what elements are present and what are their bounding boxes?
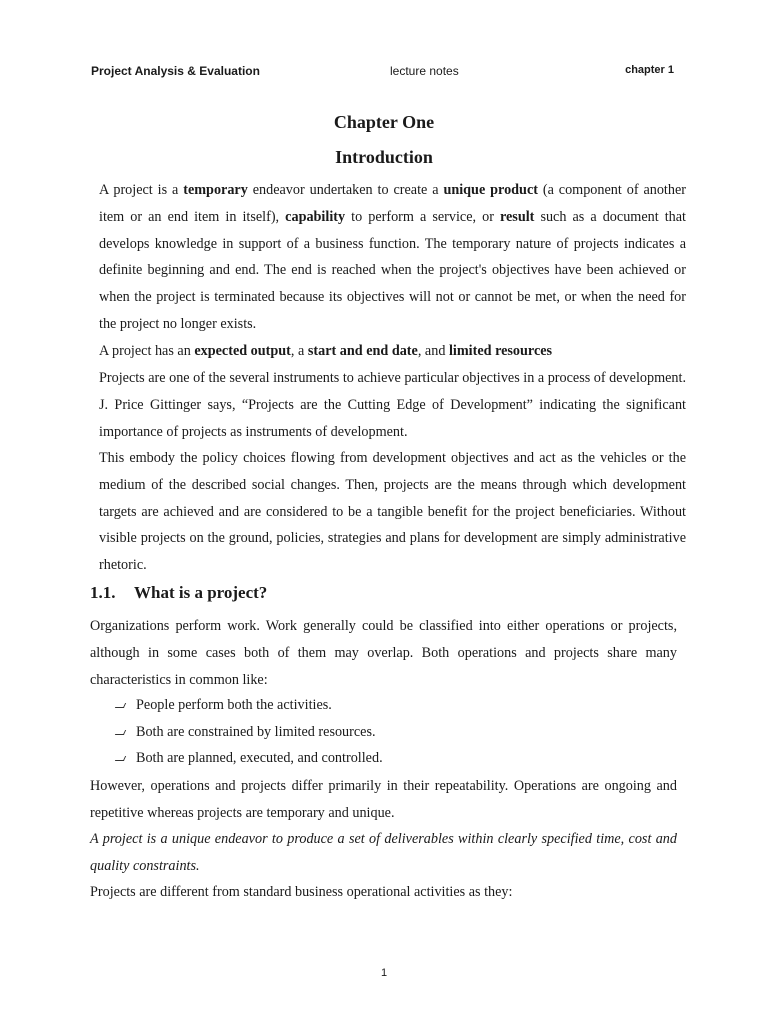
bold-term-limited-resources: limited resources — [448, 343, 553, 359]
intro-paragraph-1 — [90, 177, 686, 338]
check-bullet-icon — [116, 703, 125, 710]
text-run: such as a document that develops knowledge in support of a business function. The temporary nature of projects indicates a definite beginning and end. The end is reached when the project's objectives have been achieved or when the project is terminated because its objectives will not or cannot be met, or when the need for the project no longer exists. — [99, 208, 686, 332]
header-doc-type: lecture notes — [390, 64, 459, 78]
list-item — [116, 719, 383, 746]
running-header — [91, 64, 674, 82]
header-chapter: chapter 1 — [625, 64, 674, 76]
intro-paragraph-4: This embody the policy choices flowing from development objectives and act as the vehicles or the medium of the described social changes. Then, projects are the means through which development targets are achieved and are considered to be a tangible benefit for the project beneficiaries. Without visible projects on the ground, policies, strategies and plans for development are simply administrative rhetoric. — [99, 450, 686, 574]
list-item — [116, 692, 383, 719]
page-number: 1 — [380, 967, 388, 979]
header-course-title: Project Analysis & Evaluation — [91, 64, 260, 78]
section-paragraph-2: However, operations and projects differ primarily in their repeatability. Operations are ongoing and repetitive whereas projects are temporary and unique. — [90, 778, 677, 821]
project-definition: A project is a unique endeavor to produce a set of deliverables within clearly specified time, cost and quality constraints. — [90, 831, 677, 874]
check-bullet-icon — [116, 756, 125, 763]
list-item-text: People perform both the activities. — [136, 697, 332, 713]
text-run: , and — [417, 343, 449, 359]
chapter-subtitle: Introduction — [335, 147, 433, 167]
section-number: 1.1. — [90, 583, 116, 602]
bold-term-start-end-date: start and end date — [307, 343, 418, 359]
text-run: A project is a — [99, 182, 184, 198]
section-title: What is a project? — [134, 583, 268, 602]
text-run: to perform a service, or — [345, 208, 500, 225]
bold-term-result: result — [499, 208, 535, 225]
check-bullet-icon — [116, 730, 125, 737]
text-run: endeavor undertaken to create a — [247, 182, 444, 198]
characteristics-list — [116, 692, 383, 772]
text-run: (a component of another item or an end item in itself), — [99, 182, 686, 225]
list-item-text: Both are constrained by limited resources. — [136, 723, 376, 740]
section-heading — [90, 583, 267, 603]
list-item-text: Both are planned, executed, and controlled. — [136, 750, 383, 766]
text-run: A project has an — [99, 343, 195, 359]
bold-term-temporary: temporary — [183, 182, 248, 198]
chapter-title: Chapter One — [333, 112, 435, 132]
bold-term-unique-product: unique product — [443, 182, 538, 198]
section-paragraph-1: Organizations perform work. Work generally could be classified into either operations or projects, although in some cases both of them may overlap. Both operations and projects share many characteristics in common like: — [90, 618, 677, 688]
intro-paragraph-3: Projects are one of the several instruments to achieve particular objectives in a process of development. J. Price Gittinger says, “Projects are the Cutting Edge of Development” indicating the significant importance of projects as instruments of development. — [99, 370, 686, 440]
intro-paragraph-2 — [90, 338, 686, 365]
section-paragraph-3: Projects are different from standard business operational activities as they: — [90, 884, 513, 900]
bold-term-capability: capability — [285, 208, 346, 225]
text-run: , a — [290, 343, 308, 359]
list-item — [116, 745, 383, 772]
bold-term-expected-output: expected output — [194, 343, 291, 359]
